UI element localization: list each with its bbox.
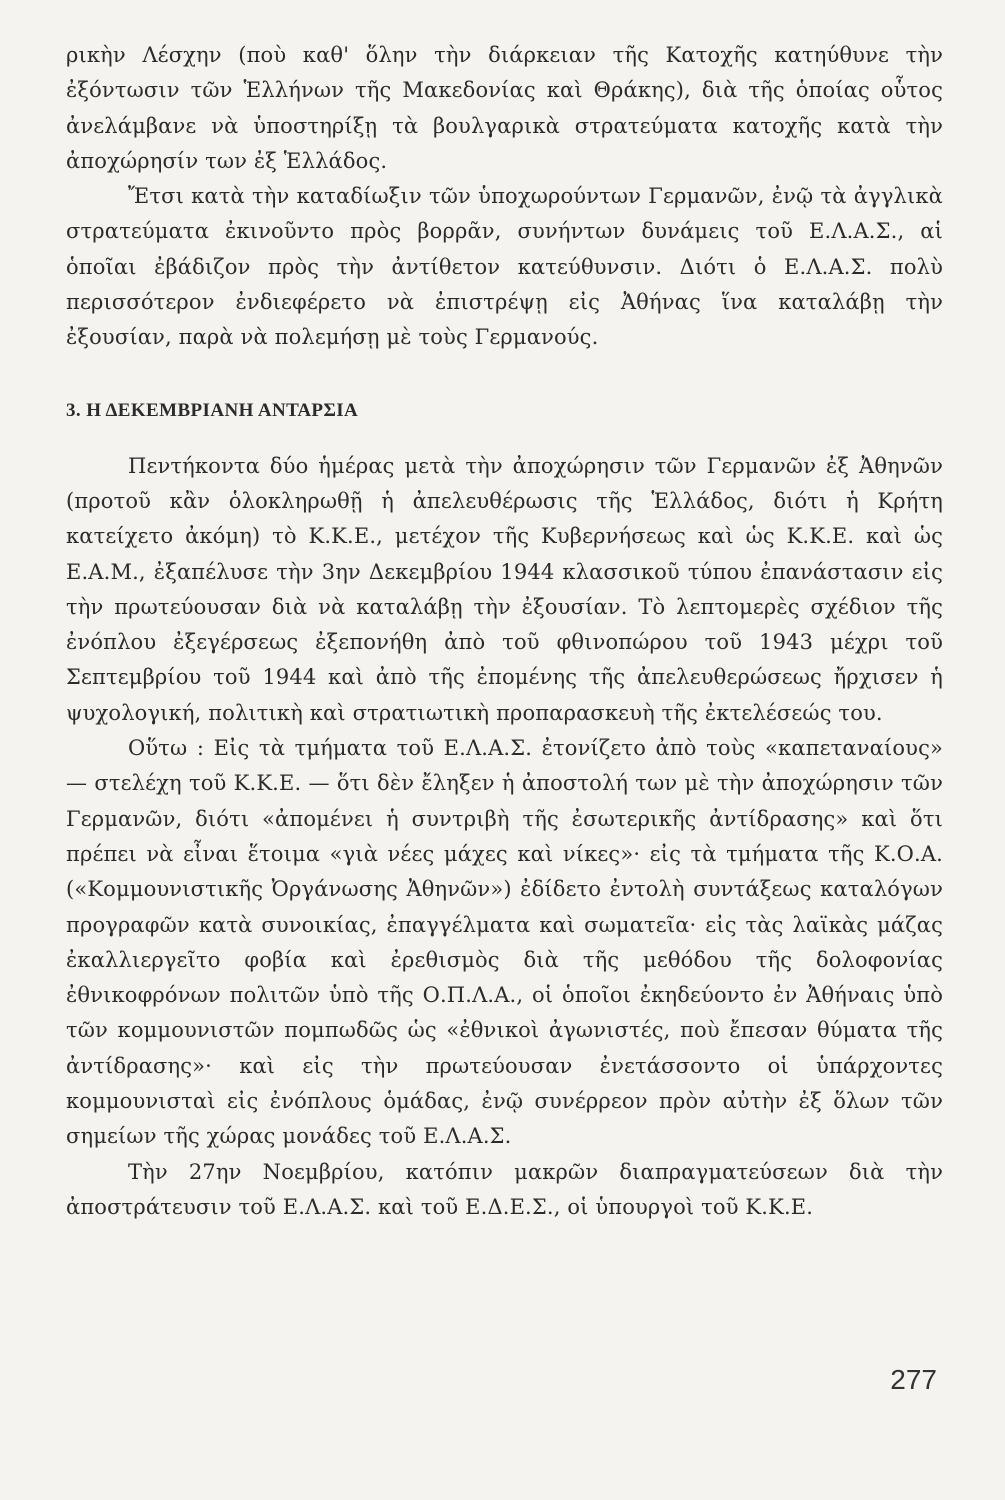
page-number: 277	[890, 1364, 937, 1395]
paragraph-negotiations: Τὴν 27ην Νοεμβρίου, κατόπιν μακρῶν διαπραγματεύσεων διὰ τὴν ἀποστράτευσιν τοῦ Ε.Λ.Α.Σ. καὶ τοῦ Ε.Δ.Ε.Σ., οἱ ὑπουργοὶ τοῦ Κ.Κ.Ε.	[66, 1159, 943, 1219]
paragraph-uprising: Πεντήκοντα δύο ἡμέρας μετὰ τὴν ἀποχώρησιν τῶν Γερμανῶν ἐξ Ἀθηνῶν (προτοῦ κἂν ὁλοκληρωθῇ ἡ ἀπελευθέρωσις τῆς Ἑλλάδος, διότι ἡ Κρήτη κατείχετο ἀκόμη) τὸ Κ.Κ.Ε., μετέχον τῆς Κυβερνήσεως καὶ ὡς Κ.Κ.Ε. καὶ ὡς Ε.Α.Μ., ἐξαπέλυσε τὴν 3ην Δεκεμβρίου 1944 κλασσικοῦ τύπου ἐπανάστασιν εἰς τὴν πρωτεύουσαν διὰ νὰ καταλάβῃ τὴν ἐξουσίαν. Τὸ λεπτομερὲς σχέδιον τῆς ἐνόπλου ἐξεγέρσεως ἐξεπονήθη ἀπὸ τοῦ φθινοπώρου τοῦ 1943 μέχρι τοῦ Σεπτεμβρίου τοῦ 1944 καὶ ἀπὸ τῆς ἐπομένης τῆς ἀπελευθερώσεως ἤρχισεν ἡ ψυχολογική, πολιτικὴ καὶ στρατιωτικὴ προπαρασκευὴ τῆς ἐκτελέσεώς του.	[66, 453, 943, 725]
section-heading: 3. Η ΔΕΚΕΜΒΡΙΑΝΗ ΑΝΤΑΡΣΙΑ	[66, 399, 359, 421]
paragraph-continuation: ρικὴν Λέσχην (ποὺ καθ' ὅλην τὴν διάρκειαν τῆς Κατοχῆς κατηύθυνε τὴν ἐξόντωσιν τῶν Ἑλλήνων τῆς Μακεδονίας καὶ Θράκης), διὰ τῆς ὁποίας οὗτος ἀνελάμβανε νὰ ὑποστηρίξῃ τὰ βουλγαρικὰ στρατεύματα κατοχῆς κατὰ τὴν ἀποχώρησίν των ἐξ Ἑλλάδος.	[66, 43, 943, 173]
paragraph-preparation: Οὕτω : Εἰς τὰ τμήματα τοῦ Ε.Λ.Α.Σ. ἐτονίζετο ἀπὸ τοὺς «καπεταναίους» — στελέχη τοῦ Κ.Κ.Ε. — ὅτι δὲν ἔληξεν ἡ ἀποστολή των μὲ τὴν ἀποχώρησιν τῶν Γερμανῶν, διότι «ἀπομένει ἡ συντριβὴ τῆς ἐσωτερικῆς ἀντίδρασης» καὶ ὅτι πρέπει νὰ εἶναι ἕτοιμα «γιὰ νέες μάχες καὶ νίκες»· εἰς τὰ τμήματα τῆς Κ.Ο.Α. («Κομμουνιστικῆς Ὀργάνωσης Ἀθηνῶν») ἐδίδετο ἐντολὴ συντάξεως καταλόγων προγραφῶν κατὰ συνοικίας, ἐπαγγέλματα καὶ σωματεῖα· εἰς τὰς λαϊκὰς μάζας ἐκαλλιεργεῖτο φοβία καὶ ἐρεθισμὸς διὰ τῆς μεθόδου τῆς δολοφονίας ἐθνικοφρόνων πολιτῶν ὑπὸ τῆς Ο.Π.Λ.Α., οἱ ὁποῖοι ἐκηδεύοντο ἐν Ἀθήναις ὑπὸ τῶν κομμουνιστῶν πομπωδῶς ὡς «ἐθνικοὶ ἀγωνιστές, ποὺ ἔπεσαν θύματα τῆς ἀντίδρασης»· καὶ εἰς τὴν πρωτεύουσαν ἐνετάσσοντο οἱ ὑπάρχοντες κομμουνισταὶ εἰς ἐνόπλους ὁμάδας, ἐνῷ συνέρρεον πρὸν αὐτὴν ἐξ ὅλων τῶν σημείων τῆς χώρας μονάδες τοῦ Ε.Λ.Α.Σ.	[66, 736, 943, 1149]
paragraph-retreat: Ἔτσι κατὰ τὴν καταδίωξιν τῶν ὑποχωρούντων Γερμανῶν, ἐνῷ τὰ ἀγγλικὰ στρατεύματα ἐκινοῦντο πρὸς βορρᾶν, συνήντων δυνάμεις τοῦ Ε.Λ.Α.Σ., αἱ ὁποῖαι ἐβάδιζον πρὸς τὴν ἀντίθετον κατεύθυνσιν. Διότι ὁ Ε.Λ.Α.Σ. πολὺ περισσότερον ἐνδιεφέρετο νὰ ἐπιστρέψῃ εἰς Ἀθήνας ἵνα καταλάβῃ τὴν ἐξουσίαν, παρὰ νὰ πολεμήσῃ μὲ τοὺς Γερμανούς.	[66, 184, 943, 350]
body-text-after-heading	[66, 449, 943, 1226]
body-text-before-heading	[66, 38, 943, 356]
